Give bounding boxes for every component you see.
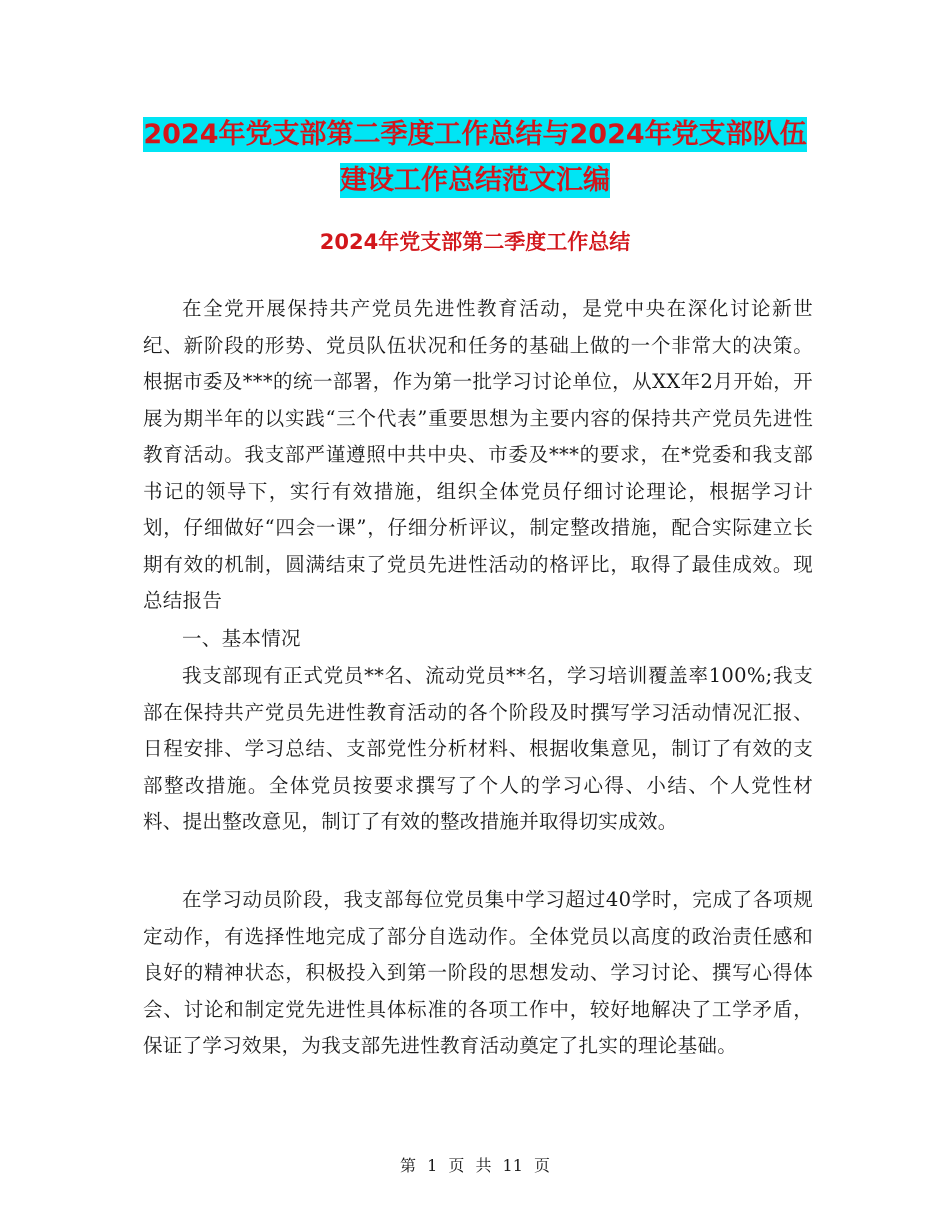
paragraph-1-block: [143, 291, 813, 620]
paragraph-2: 我支部现有正式党员**名、流动党员**名，学习培训覆盖率100%;我支部在保持共产党员先进性教育活动的各个阶段及时撰写学习活动情况汇报、日程安排、学习总结、支部党性分析材料、根据收集意见，制订了有效的支部整改措施。全体党员按要求撰写了个人的学习心得、小结、个人党性材料、提出整改意见，制订了有效的整改措施并取得切实成效。: [143, 664, 813, 833]
heading-1-block: [143, 621, 813, 658]
document-title-line-2: [0, 158, 950, 197]
page-footer: 第 1 页 共 11 页: [400, 1156, 550, 1175]
paragraph-1: 在全党开展保持共产党员先进性教育活动，是党中央在深化讨论新世纪、新阶段的形势、党员队伍状况和任务的基础上做的一个非常大的决策。根据市委及***的统一部署，作为第一批学习讨论单位，从XX年2月开始，开展为期半年的以实践“三个代表”重要思想为主要内容的保持共产党员先进性教育活动。我支部严谨遵照中共中央、市委及***的要求，在*党委和我支部书记的领导下，实行有效措施，组织全体党员仔细讨论理论，根据学习计划，仔细做好“四会一课”，仔细分析评议，制定整改措施，配合实际建立长期有效的机制，圆满结束了党员先进性活动的格评比，取得了最佳成效。现总结报告: [143, 297, 813, 612]
paragraph-3: 在学习动员阶段，我支部每位党员集中学习超过40学时，完成了各项规定动作，有选择性地完成了部分自选动作。全体党员以高度的政治责任感和良好的精神状态，积极投入到第一阶段的思想发动、学习讨论、撰写心得体会、讨论和制定党先进性具体标准的各项工作中，较好地解决了工学矛盾，保证了学习效果，为我支部先进性教育活动奠定了扎实的理论基础。: [143, 888, 813, 1057]
paragraph-2-block: [143, 658, 813, 841]
document-title-line-1: [0, 112, 950, 151]
section-title: 2024年党支部第二季度工作总结: [319, 230, 631, 254]
title-highlight-2: 建设工作总结范文汇编: [340, 165, 610, 196]
paragraph-3-block: [143, 882, 813, 1065]
heading-basic-situation: 一、基本情况: [182, 627, 301, 650]
title-highlight-1: 2024年党支部第二季度工作总结与2024年党支部队伍: [143, 119, 807, 150]
